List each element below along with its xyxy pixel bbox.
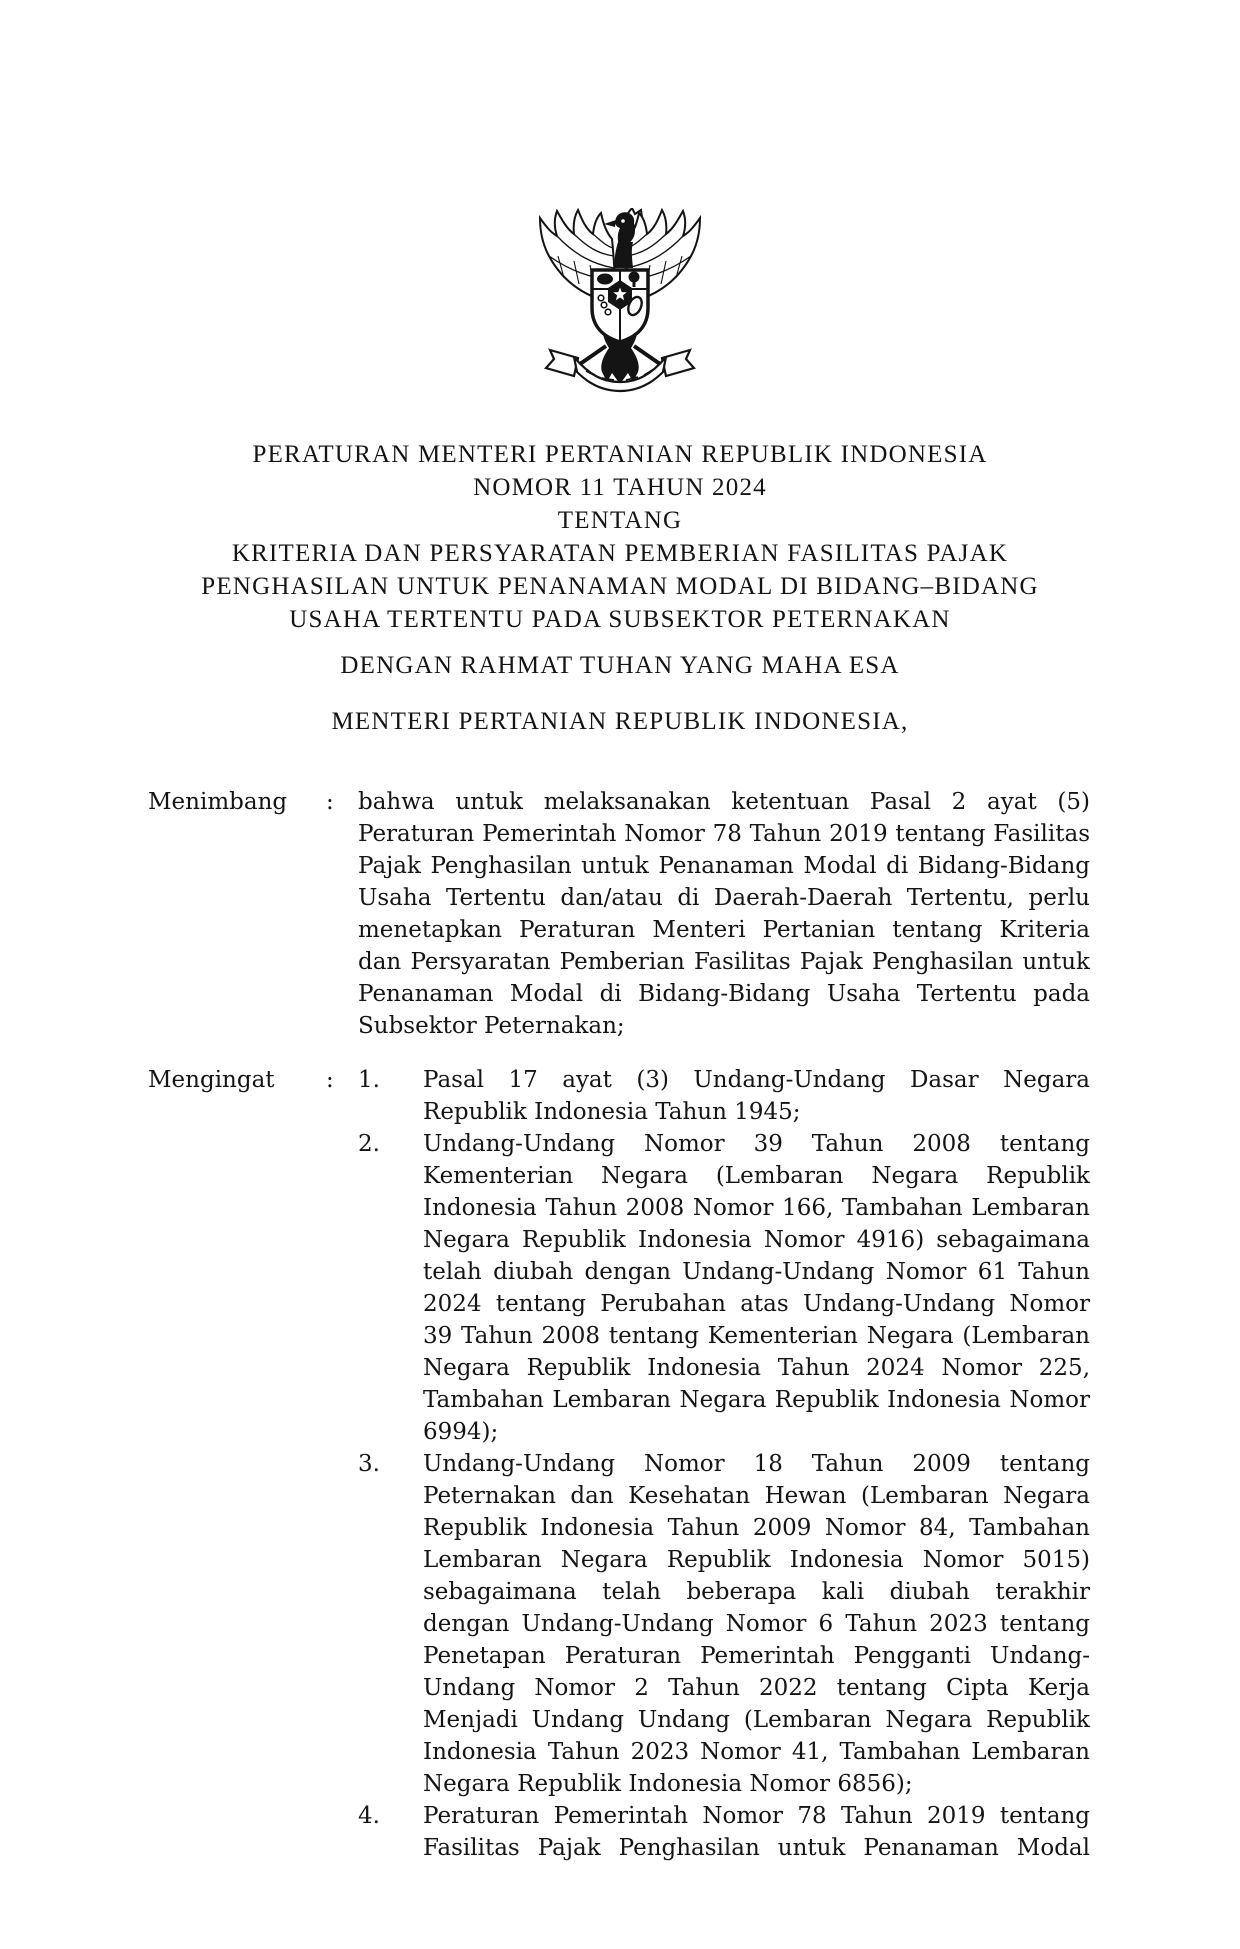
item-text: Undang-Undang Nomor 39 Tahun 2008 tentang Kementerian Negara (Lembaran Negara Republik Indonesia Tahun 2008 Nomor 166, Tambahan Lembaran Negara Republik Indonesia Nomor 4916) sebagaimana telah diubah dengan Undang-Undang Nomor 61 Tahun 2024 tentang Perubahan atas Undang-Undang Nomor 39 Tahun 2008 tentang Kementerian Negara (Lembaran Negara Republik Indonesia Tahun 2024 Nomor 225, Tambahan Lembaran Negara Republik Indonesia Nomor 6994); bbox=[423, 1131, 1090, 1445]
title-line-subject-1: KRITERIA DAN PERSYARATAN PEMBERIAN FASILITAS PAJAK bbox=[231, 540, 1009, 567]
item-text: Peraturan Pemerintah Nomor 78 Tahun 2019 tentang Fasilitas Pajak Penghasilan untuk Penanaman Modal bbox=[423, 1803, 1090, 1861]
item-text: Undang-Undang Nomor 18 Tahun 2009 tentang Peternakan dan Kesehatan Hewan (Lembaran Negara Republik Indonesia Tahun 2009 Nomor 84, Tambahan Lembaran Negara Republik Indonesia Nomor 5015) sebagaimana telah beberapa kali diubah terakhir dengan Undang-Undang Nomor 6 Tahun 2023 tentang Penetapan Peraturan Pemerintah Pengganti Undang-Undang Nomor 2 Tahun 2022 tentang Cipta Kerja Menjadi Undang Undang (Lembaran Negara Republik Indonesia Tahun 2023 Nomor 41, Tambahan Lembaran Negara Republik Indonesia Nomor 6856); bbox=[423, 1451, 1090, 1797]
garuda-pancasila-emblem bbox=[534, 208, 706, 394]
mengingat-label: Mengingat bbox=[148, 1067, 275, 1093]
menimbang-label: Menimbang bbox=[148, 789, 288, 815]
legal-basis-item-4 bbox=[358, 1800, 1090, 1864]
preamble-body bbox=[148, 786, 1090, 1864]
authority-line: MENTERI PERTANIAN REPUBLIK INDONESIA, bbox=[331, 708, 909, 735]
item-number: 2. bbox=[358, 1131, 380, 1157]
title-line-regulation: PERATURAN MENTERI PERTANIAN REPUBLIK INDONESIA bbox=[252, 441, 988, 468]
item-text: Pasal 17 ayat (3) Undang-Undang Dasar Negara Republik Indonesia Tahun 1945; bbox=[423, 1067, 1090, 1125]
mengingat-items bbox=[358, 1064, 1090, 1864]
title-line-number: NOMOR 11 TAHUN 2024 bbox=[473, 474, 767, 501]
title-line-subject-3: USAHA TERTENTU PADA SUBSEKTOR PETERNAKAN bbox=[289, 606, 951, 633]
legal-basis-item-3 bbox=[358, 1448, 1090, 1800]
title-line-tentang: TENTANG bbox=[557, 507, 683, 534]
document-title-block bbox=[0, 438, 1240, 636]
item-number: 1. bbox=[358, 1067, 380, 1093]
title-line-subject-2: PENGHASILAN UNTUK PENANAMAN MODAL DI BIDANG–BIDANG bbox=[201, 573, 1039, 600]
mengingat-colon: : bbox=[326, 1067, 334, 1093]
menimbang-section bbox=[148, 786, 1090, 1042]
legal-basis-item-2 bbox=[358, 1128, 1090, 1448]
item-number: 3. bbox=[358, 1451, 380, 1477]
item-number: 4. bbox=[358, 1803, 380, 1829]
menimbang-colon: : bbox=[326, 789, 334, 815]
invocation-line: DENGAN RAHMAT TUHAN YANG MAHA ESA bbox=[340, 652, 900, 679]
menimbang-text: bahwa untuk melaksanakan ketentuan Pasal 2 ayat (5) Peraturan Pemerintah Nomor 78 Tahun 2019 tentang Fasilitas Pajak Penghasilan untuk Penanaman Modal di Bidang-Bidang Usaha Tertentu dan/atau di Daerah-Daerah Tertentu, perlu menetapkan Peraturan Menteri Pertanian tentang Kriteria dan Persyaratan Pemberian Fasilitas Pajak Penghasilan untuk Penanaman Modal di Bidang-Bidang Usaha Tertentu pada Subsektor Peternakan; bbox=[358, 789, 1090, 1039]
legal-basis-item-1 bbox=[358, 1064, 1090, 1128]
mengingat-section bbox=[148, 1064, 1090, 1864]
